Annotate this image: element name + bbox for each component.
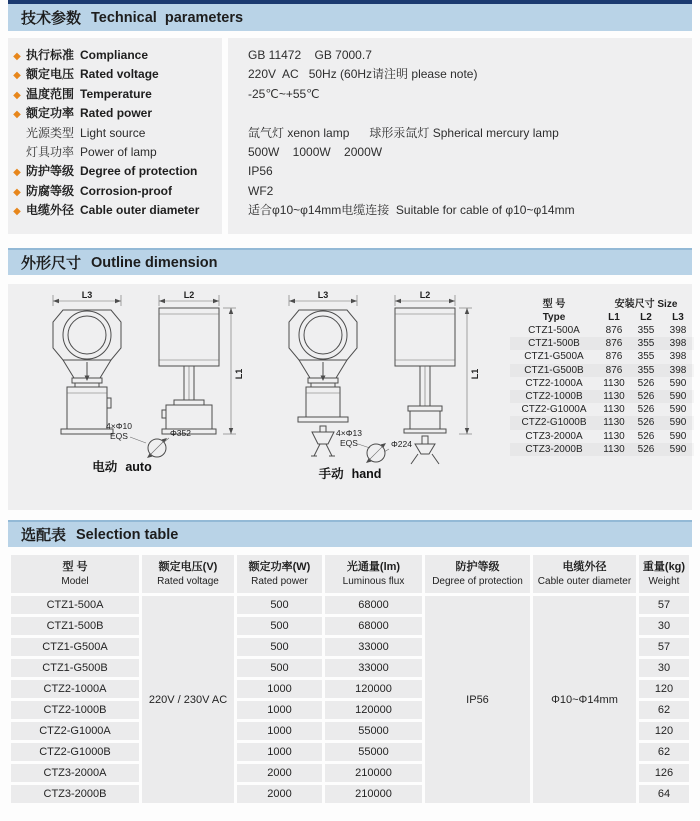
size-subcol-l3: L3 xyxy=(672,312,684,323)
parameter-label-en: Degree of protection xyxy=(80,164,198,179)
size-dim-cell: 590 xyxy=(669,391,687,403)
parameter-label-en: Cable outer diameter xyxy=(80,203,200,218)
size-dim-cell: 355 xyxy=(637,351,655,363)
size-dim-cell: 1130 xyxy=(603,430,625,442)
size-dim-cell: 526 xyxy=(637,417,655,429)
size-dim-cell: 526 xyxy=(637,377,655,389)
col-flux-header: 光通量(lm) Luminous flux xyxy=(325,555,422,593)
rated-power-cell: 500 xyxy=(237,617,322,635)
tech-parameter-row xyxy=(8,46,692,65)
size-type-cell: CTZ3-2000B xyxy=(525,443,583,455)
rated-power-cell: 2000 xyxy=(237,785,322,803)
cable-diameter-merged-cell: Φ10~Φ14mm xyxy=(533,596,636,803)
model-cell: CTZ1-500A xyxy=(11,596,139,614)
size-dim-cell: 526 xyxy=(637,443,655,455)
size-type-cell: CTZ2-1000B xyxy=(525,391,583,403)
section-title-en: Outline dimension xyxy=(91,254,218,271)
luminous-flux-cell: 33000 xyxy=(325,659,422,677)
bolt-circle-diameter-label: Φ224 xyxy=(391,439,412,449)
tech-parameter-row xyxy=(8,104,692,123)
size-dim-cell: 876 xyxy=(605,364,623,376)
size-table-row xyxy=(510,337,694,350)
model-cell: CTZ1-G500B xyxy=(11,659,139,677)
size-type-cell: CTZ1-500A xyxy=(528,325,580,337)
size-table-row xyxy=(510,324,694,337)
tech-parameter-row xyxy=(8,143,692,162)
luminous-flux-cell: 120000 xyxy=(325,680,422,698)
size-table-row xyxy=(510,377,694,390)
size-type-cell: CTZ1-G500A xyxy=(524,351,584,363)
weight-cell: 120 xyxy=(639,722,689,740)
dim-label-l1: L1 xyxy=(234,368,244,380)
rated-power-cell: 1000 xyxy=(237,722,322,740)
size-dim-cell: 590 xyxy=(669,417,687,429)
hand-side-view xyxy=(395,290,480,464)
size-table-row xyxy=(510,364,694,377)
size-table-row xyxy=(510,430,694,443)
parameter-label-en: Temperature xyxy=(80,86,152,101)
size-type-cell: CTZ2-G1000A xyxy=(521,404,587,416)
dim-label-l1: L1 xyxy=(470,368,480,380)
parameter-label xyxy=(26,85,222,102)
section-title-en: Selection table xyxy=(76,526,179,543)
size-type-cell: CTZ2-1000A xyxy=(525,377,583,389)
parameter-label xyxy=(26,65,222,82)
bolt-holes-label: 4×Φ10 xyxy=(106,421,132,431)
parameter-label-zh: 防护等级 xyxy=(26,164,75,179)
model-cell: CTZ1-500B xyxy=(11,617,139,635)
size-dim-cell: 1130 xyxy=(603,391,625,403)
parameter-value: 氙气灯 xenon lamp 球形汞氙灯 Spherical mercury lamp xyxy=(248,125,559,140)
parameter-label xyxy=(26,46,222,63)
parameter-label-en: Rated power xyxy=(80,106,153,121)
rated-power-cell: 500 xyxy=(237,659,322,677)
model-cell: CTZ1-G500A xyxy=(11,638,139,656)
diamond-bullet-icon: ◆ xyxy=(13,167,21,179)
weight-cell: 120 xyxy=(639,680,689,698)
size-table-body xyxy=(510,324,694,456)
weight-cell: 126 xyxy=(639,764,689,782)
section-header-technical-parameters xyxy=(8,0,692,31)
size-type-cell: CTZ1-500B xyxy=(528,338,580,350)
tech-parameter-row xyxy=(8,124,692,143)
weight-cell: 30 xyxy=(639,659,689,677)
size-dim-cell: 590 xyxy=(669,404,687,416)
col-weight-header: 重量(kg) Weight xyxy=(639,555,689,593)
size-dim-cell: 398 xyxy=(669,338,687,350)
col-protection-header: 防护等级 Degree of protection xyxy=(425,555,530,593)
parameter-label-zh: 执行标准 xyxy=(26,48,75,62)
size-col-type-header xyxy=(510,298,598,324)
selection-table xyxy=(8,552,692,806)
section-header-selection-table xyxy=(8,520,692,547)
parameter-label-zh: 光源类型 xyxy=(26,125,75,140)
section-header-outline-dimension xyxy=(8,248,692,275)
rated-power-cell: 1000 xyxy=(237,680,322,698)
weight-cell: 57 xyxy=(639,638,689,656)
size-col-type-zh: 型 号 xyxy=(542,299,566,310)
diamond-bullet-icon: ◆ xyxy=(13,51,21,62)
parameter-label-zh: 额定电压 xyxy=(26,67,75,82)
parameter-label xyxy=(26,201,222,218)
luminous-flux-cell: 120000 xyxy=(325,701,422,719)
tech-parameter-row xyxy=(8,162,692,181)
parameter-label xyxy=(26,124,222,141)
auto-bolt-circle-annotation xyxy=(106,421,191,458)
luminous-flux-cell: 68000 xyxy=(325,596,422,614)
size-type-cell: CTZ1-G500B xyxy=(524,364,584,376)
section-title-zh: 选配表 xyxy=(21,527,67,544)
size-dim-cell: 355 xyxy=(637,338,655,350)
tech-parameter-row xyxy=(8,201,692,220)
col-voltage-header: 额定电压(V) Rated voltage xyxy=(142,555,234,593)
rated-power-cell: 2000 xyxy=(237,764,322,782)
parameter-label xyxy=(26,104,222,121)
rated-power-cell: 1000 xyxy=(237,743,322,761)
parameter-label-en: Rated voltage xyxy=(80,67,159,82)
rated-power-cell: 500 xyxy=(237,638,322,656)
size-dim-cell: 398 xyxy=(669,364,687,376)
size-dim-cell: 876 xyxy=(605,338,623,350)
size-dim-cell: 355 xyxy=(637,364,655,376)
size-dim-cell: 526 xyxy=(637,391,655,403)
size-type-cell: CTZ3-2000A xyxy=(525,430,583,442)
parameter-value: 220V AC 50Hz (60Hz请注明 please note) xyxy=(248,67,478,82)
parameter-value: WF2 xyxy=(248,183,274,198)
dim-label-l2: L2 xyxy=(183,290,195,300)
luminous-flux-cell: 33000 xyxy=(325,638,422,656)
outline-drawing-hand xyxy=(258,290,498,485)
drawing-caption-auto: 电动 auto xyxy=(92,460,152,474)
tech-parameter-row xyxy=(8,65,692,84)
size-subcol-l1: L1 xyxy=(608,312,620,323)
parameter-label-zh: 温度范围 xyxy=(26,86,75,101)
auto-front-view xyxy=(53,290,121,434)
parameter-label-en: Power of lamp xyxy=(80,144,157,159)
luminous-flux-cell: 68000 xyxy=(325,617,422,635)
section-title-en: Technical parameters xyxy=(91,9,244,26)
size-dim-cell: 1130 xyxy=(603,417,625,429)
size-dim-cell: 1130 xyxy=(603,404,625,416)
parameter-label-zh: 电缆外径 xyxy=(26,203,75,218)
size-dim-cell: 590 xyxy=(669,377,687,389)
size-dim-cell: 876 xyxy=(605,325,623,337)
protection-merged-cell: IP56 xyxy=(425,596,530,803)
weight-cell: 62 xyxy=(639,701,689,719)
tech-rows xyxy=(8,46,692,221)
size-dim-cell: 398 xyxy=(669,325,687,337)
size-type-cell: CTZ2-G1000B xyxy=(521,417,587,429)
dim-label-l3: L3 xyxy=(317,290,329,300)
size-table-row xyxy=(510,416,694,429)
outline-drawing-auto xyxy=(22,290,257,485)
col-cable-header: 电缆外径 Cable outer diameter xyxy=(533,555,636,593)
selection-table-body xyxy=(11,596,689,803)
size-dim-cell: 526 xyxy=(637,430,655,442)
weight-cell: 64 xyxy=(639,785,689,803)
tech-parameter-row xyxy=(8,85,692,104)
parameter-value: IP56 xyxy=(248,164,273,179)
diamond-bullet-icon: ◆ xyxy=(13,186,21,198)
model-cell: CTZ2-G1000A xyxy=(11,722,139,740)
bolt-circle-diameter-label: Φ352 xyxy=(170,428,191,438)
diamond-bullet-icon: ◆ xyxy=(13,89,21,101)
size-dim-cell: 355 xyxy=(637,325,655,337)
luminous-flux-cell: 55000 xyxy=(325,743,422,761)
size-col-type-en: Type xyxy=(542,312,566,323)
parameter-value: 500W 1000W 2000W xyxy=(248,144,383,159)
parameter-label-en: Light source xyxy=(80,125,146,140)
parameter-value: 适合φ10~φ14mm电缆连接 Suitable for cable of φ10~φ14mm xyxy=(248,203,575,218)
size-dim-cell: 876 xyxy=(605,351,623,363)
weight-cell: 62 xyxy=(639,743,689,761)
parameter-label xyxy=(26,182,222,199)
parameter-value: -25℃~+55℃ xyxy=(248,86,320,101)
selection-table-row xyxy=(11,596,689,614)
parameter-label-en: Corrosion-proof xyxy=(80,183,173,198)
bolt-holes-label: 4×Φ13 xyxy=(336,428,362,438)
size-dim-cell: 590 xyxy=(669,443,687,455)
hand-bolt-circle-annotation xyxy=(336,428,412,463)
rated-power-cell: 500 xyxy=(237,596,322,614)
luminous-flux-cell: 55000 xyxy=(325,722,422,740)
size-table-row xyxy=(510,350,694,363)
parameter-label-en: Compliance xyxy=(80,48,149,62)
parameter-label-zh: 灯具功率 xyxy=(26,144,75,159)
size-table xyxy=(510,298,694,456)
size-dim-cell: 398 xyxy=(669,351,687,363)
section-title-zh: 外形尺寸 xyxy=(21,255,82,272)
model-cell: CTZ2-G1000B xyxy=(11,743,139,761)
size-table-row xyxy=(510,390,694,403)
auto-side-view xyxy=(159,290,244,434)
dim-label-l3: L3 xyxy=(81,290,93,300)
size-dim-cell: 1130 xyxy=(603,443,625,455)
dim-label-l2: L2 xyxy=(419,290,431,300)
size-col-size-header: 安装尺寸 Size xyxy=(614,299,678,310)
size-table-row xyxy=(510,403,694,416)
weight-cell: 57 xyxy=(639,596,689,614)
diamond-bullet-icon: ◆ xyxy=(13,70,21,82)
model-cell: CTZ3-2000B xyxy=(11,785,139,803)
rated-voltage-merged-cell: 220V / 230V AC xyxy=(142,596,234,803)
model-cell: CTZ3-2000A xyxy=(11,764,139,782)
drawing-caption-hand: 手动 hand xyxy=(318,467,382,481)
weight-cell: 30 xyxy=(639,617,689,635)
luminous-flux-cell: 210000 xyxy=(325,785,422,803)
luminous-flux-cell: 210000 xyxy=(325,764,422,782)
diamond-bullet-icon: ◆ xyxy=(13,109,21,121)
size-dim-cell: 1130 xyxy=(603,377,625,389)
parameter-label-zh: 额定功率 xyxy=(26,106,75,121)
size-subcol-l2: L2 xyxy=(640,312,652,323)
rated-power-cell: 1000 xyxy=(237,701,322,719)
size-table-row xyxy=(510,443,694,456)
eqs-label: EQS xyxy=(110,431,128,441)
tech-parameter-row xyxy=(8,182,692,201)
diamond-bullet-icon: ◆ xyxy=(13,206,21,218)
section-title-zh: 技术参数 xyxy=(21,10,82,27)
col-power-header: 额定功率(W) Rated power xyxy=(237,555,322,593)
size-dim-cell: 590 xyxy=(669,430,687,442)
parameter-label xyxy=(26,143,222,160)
col-model-header: 型 号 Model xyxy=(11,555,139,593)
model-cell: CTZ2-1000B xyxy=(11,701,139,719)
parameter-label-zh: 防腐等级 xyxy=(26,183,75,198)
eqs-label: EQS xyxy=(340,438,358,448)
selection-header-row xyxy=(11,555,689,593)
size-dim-cell: 526 xyxy=(637,404,655,416)
parameter-value: GB 11472 GB 7000.7 xyxy=(248,48,372,62)
parameter-label xyxy=(26,162,222,179)
model-cell: CTZ2-1000A xyxy=(11,680,139,698)
